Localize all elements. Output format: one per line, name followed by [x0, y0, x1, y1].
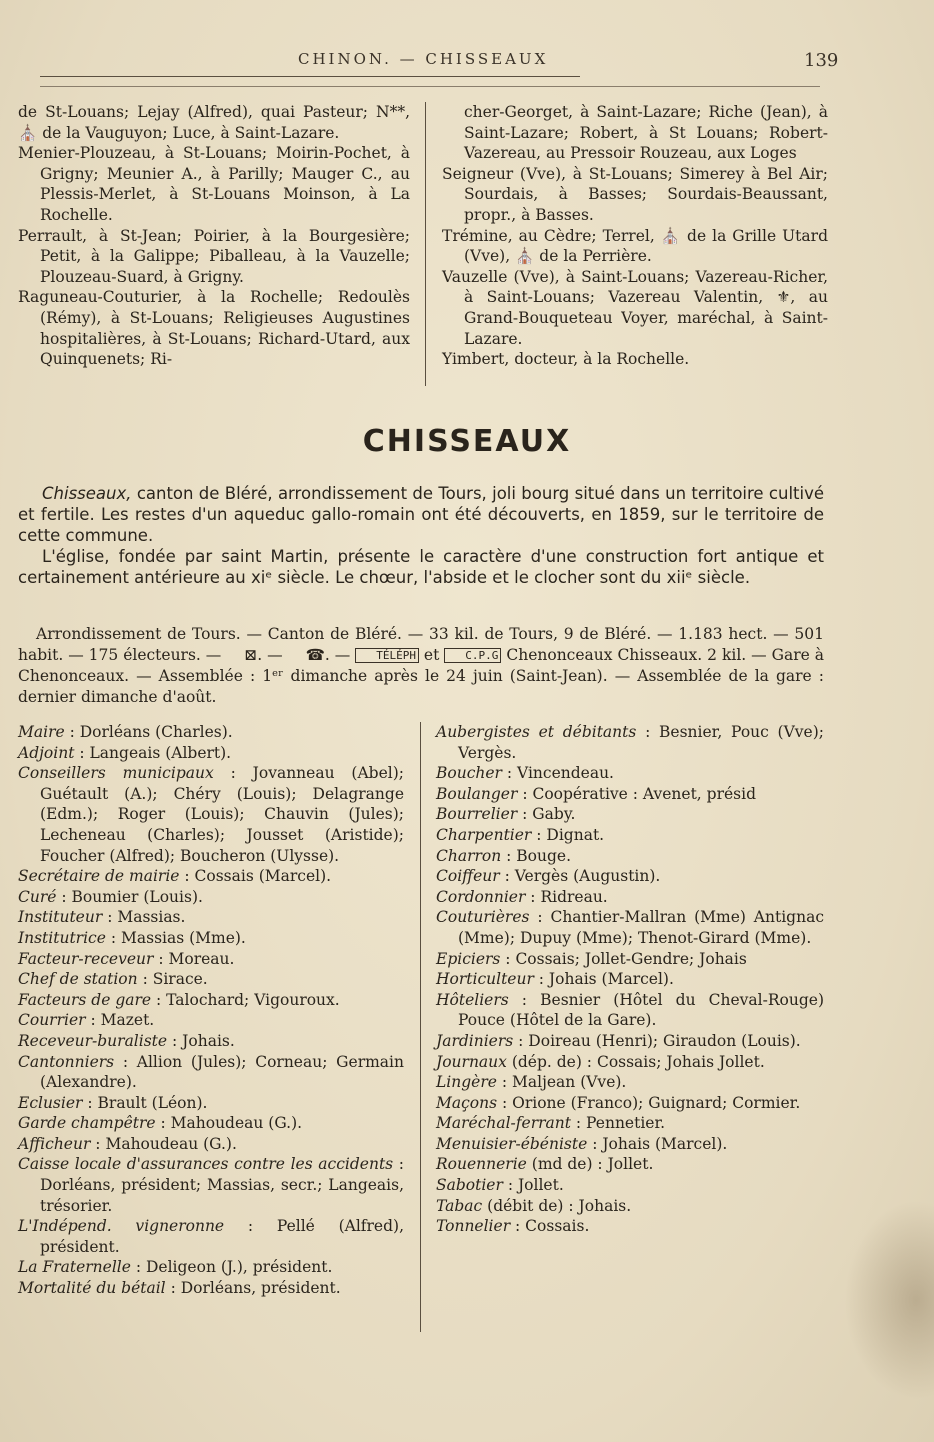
entry-label: Charron — [436, 846, 502, 865]
intro-paragraphs — [18, 483, 824, 588]
entry-label: Boulanger — [436, 784, 518, 803]
entry-label: Menuisier-ébéniste — [436, 1134, 588, 1153]
entry-text: : Dignat. — [531, 825, 605, 844]
list-item — [18, 743, 404, 764]
header-rule-short — [40, 86, 820, 87]
list-item: Menier-Plouzeau, à St-Louans; Moirin-Pochet, à Grigny; Meunier A., à Parilly; Mauger C., au Plessis-Merlet, à St-Louans Moinson, à La Rochelle. — [18, 144, 410, 224]
entry-label: Facteurs de gare — [18, 990, 152, 1009]
entry-text: : Sirace. — [137, 970, 208, 989]
entry-text: : Boumier (Louis). — [56, 887, 203, 906]
page-header — [0, 50, 934, 74]
entry-label: Secrétaire de mairie — [18, 867, 180, 886]
entry-text: : Moreau. — [153, 949, 235, 968]
list-item: Yimbert, docteur, à la Rochelle. — [442, 350, 690, 369]
entry-text: : Mahoudeau (G.). — [155, 1114, 303, 1133]
list-item — [18, 1093, 404, 1114]
list-item: cher-Georget, à Saint-Lazare; Riche (Jean), à Saint-Lazare; Robert, à St Louans; Robert-Vazereau, au Pressoir Rouzeau, aux Loges — [464, 103, 828, 163]
entry-text: : Bouge. — [501, 846, 572, 865]
list-item — [436, 1052, 824, 1073]
entry-text: : Cossais. — [510, 1217, 590, 1236]
entry-label: Eclusier — [18, 1093, 83, 1112]
entry-text: : Vergès (Augustin). — [499, 867, 661, 886]
column-divider — [420, 722, 421, 1332]
entry-label: Instituteur — [18, 908, 103, 927]
entry-label: Jardiniers — [436, 1031, 514, 1050]
entry-text: : Cossais; Jollet-Gendre; Johais — [500, 949, 747, 968]
list-item: Vauzelle (Vve), à Saint-Louans; Vazereau-Richer, à Saint-Louans; Vazereau Valentin, ⚜, au Grand-Bouqueteau Voyer, maréchal, à Saint-Lazare. — [442, 267, 828, 348]
entry-label: Adjoint — [18, 743, 75, 762]
list-item — [18, 1216, 404, 1257]
entry-label: Coiffeur — [436, 867, 500, 886]
header-rule — [40, 76, 580, 77]
facts-paragraph — [18, 624, 824, 708]
list-item — [436, 1113, 824, 1134]
list-item — [18, 1052, 404, 1093]
list-item — [436, 1093, 824, 1114]
entry-text: : Besnier (Hôtel du Cheval-Rouge) Pouce (Hôtel de la Gare). — [458, 990, 824, 1030]
intro-text: canton de Bléré, arrondissement de Tours, joli bourg situé dans un territoire cultivé et fertile. Les restes d'un aqueduc gallo-romain ont été découverts, en 1859, sur le territoire de cette commune. — [18, 484, 824, 545]
facts-text-1: Arrondissement de Tours. — Canton de Bléré. — 33 kil. de Tours, 9 de Bléré. — 1.183 hect. — 501 habit. — 175 électeurs. — — [18, 625, 824, 664]
entry-label: Maçons — [436, 1093, 498, 1112]
list-item: Perrault, à St-Jean; Poirier, à la Bourgesière; Petit, à la Galippe; Piballeau, à la Vauzelle; Plouzeau-Suard, à Grigny. — [18, 226, 410, 286]
entry-text: : Pennetier. — [570, 1114, 666, 1133]
list-item — [18, 1278, 404, 1299]
list-item — [18, 763, 404, 866]
entry-text: : Johais (Marcel). — [587, 1134, 728, 1153]
list-item: de St-Louans; Lejay (Alfred), quai Pasteur; N**, ⛪ de la Vauguyon; Luce, à Saint-Lazare. — [18, 103, 410, 142]
entry-text: : Massias (Mme). — [105, 928, 246, 947]
entry-label: Maréchal-ferrant — [436, 1114, 571, 1133]
entry-label: Sabotier — [436, 1176, 503, 1195]
list-item — [436, 949, 824, 970]
entry-label: Lingère — [436, 1073, 497, 1092]
entry-text: : Dorléans, président; Massias, secr.; Langeais, trésorier. — [40, 1155, 404, 1215]
list-item — [18, 969, 404, 990]
entry-label: Maire — [18, 723, 65, 741]
list-item — [436, 1196, 824, 1217]
list-item — [436, 763, 824, 784]
list-item — [436, 1154, 824, 1175]
list-item — [18, 1154, 404, 1216]
entry-label: Caisse locale d'assurances contre les accidents — [18, 1155, 394, 1174]
entry-label: Boucher — [436, 764, 502, 783]
entry-label: Horticulteur — [436, 970, 534, 989]
entry-text: (débit de) : Johais. — [482, 1196, 632, 1215]
entry-text: : Deligeon (J.), président. — [130, 1258, 333, 1277]
entry-label: Tonnelier — [436, 1217, 511, 1236]
list-item — [18, 866, 404, 887]
list-item — [18, 990, 404, 1011]
place-name: Chisseaux, — [42, 484, 132, 503]
entry-text: : Gaby. — [517, 805, 576, 824]
list-item — [436, 784, 824, 805]
entry-text: : Johais. — [167, 1031, 235, 1050]
entry-text: : Langeais (Albert). — [74, 743, 232, 762]
mail-icon: ⊠ — [244, 646, 258, 664]
list-item — [436, 1134, 824, 1155]
entry-label: Journaux — [436, 1052, 507, 1071]
separator: . — — [324, 646, 356, 664]
entry-label: Facteur-receveur — [18, 949, 154, 968]
entry-text: : Pellé (Alfred), président. — [40, 1217, 404, 1256]
list-item — [18, 722, 404, 743]
facts-text-2: Chenonceaux Chisseaux. 2 kil. — Gare à Chenonceaux. — Assemblée : 1ᵉʳ dimanche après le 24 juin (Saint-Jean). — Assemblée de la gare : dernier dimanche d'août. — [18, 646, 825, 706]
entry-label: Charpentier — [436, 825, 532, 844]
entry-label: Cantonniers — [18, 1052, 115, 1071]
right-directory-column — [436, 722, 824, 1237]
left-directory-column — [18, 722, 404, 1299]
entry-label: Couturières — [436, 908, 530, 927]
page-number: 139 — [804, 50, 839, 71]
intro-paragraph-1 — [18, 483, 824, 546]
separator: . — — [257, 646, 288, 664]
list-item — [18, 1134, 404, 1155]
running-title: CHINON. — CHISSEAUX — [298, 50, 549, 68]
list-item — [18, 1010, 404, 1031]
intro-paragraph-2: L'église, fondée par saint Martin, présente le caractère d'une construction fort antique et certainement antérieure au xiᵉ siècle. Le chœur, l'abside et le clocher sont du xiiᵉ siècle. — [18, 547, 824, 587]
entry-text: : Orione (Franco); Guignard; Cormier. — [497, 1093, 801, 1112]
entry-text: : Dorléans, président. — [165, 1279, 341, 1298]
list-item — [18, 887, 404, 908]
facts-text — [18, 624, 824, 708]
entry-text: : Coopérative : Avenet, présid — [517, 784, 756, 803]
entry-label: Aubergistes et débitants — [436, 723, 637, 741]
entry-label: Afficheur — [18, 1134, 91, 1153]
entry-label: Chef de station — [18, 970, 138, 989]
entry-text: : Doireau (Henri); Giraudon (Louis). — [513, 1031, 801, 1050]
page-stain — [844, 1200, 934, 1400]
entry-label: Tabac — [436, 1196, 483, 1215]
list-item — [436, 1072, 824, 1093]
list-item — [436, 846, 824, 867]
entry-text: : Talochard; Vigouroux. — [151, 990, 340, 1009]
entry-text: : Jovanneau (Abel); Guétault (A.); Chéry (Louis); Delagrange (Edm.); Roger (Louis); Chauvin (Jules); Lecheneau (Charles); Jousset (Aristide); Foucher (Alfred); Boucheron (Ulysse). — [40, 764, 404, 865]
entry-label: Cordonnier — [436, 887, 526, 906]
list-item — [436, 1216, 824, 1237]
list-item — [436, 907, 824, 948]
entry-text: : Ridreau. — [525, 887, 608, 906]
top-left-column — [18, 102, 410, 370]
telegraph-icon: ☎ — [305, 646, 325, 664]
entry-label: Bourrelier — [436, 805, 518, 824]
list-item — [436, 1031, 824, 1052]
entry-text: : Besnier, Pouc (Vve); Vergès. — [458, 723, 824, 762]
entry-text: : Allion (Jules); Corneau; Germain (Alexandre). — [40, 1052, 404, 1092]
entry-text: : Dorléans (Charles). — [64, 723, 233, 741]
entry-text: : Mahoudeau (G.). — [90, 1134, 237, 1153]
entry-label: L'Indépend. vigneronne — [18, 1217, 225, 1236]
top-right-column — [442, 102, 828, 370]
list-item — [436, 722, 824, 763]
telephone-icon: TÉLÉPH — [355, 648, 419, 663]
list-item: Seigneur (Vve), à St-Louans; Simerey à Bel Air; Sourdais, à Basses; Sourdais-Beaussant, propr., à Basses. — [442, 164, 828, 224]
entry-label: Curé — [18, 887, 57, 906]
list-item — [436, 969, 824, 990]
list-item: Raguneau-Couturier, à la Rochelle; Redoulès (Rémy), à St-Louans; Religieuses Augustines hospitalières, à St-Louans; Richard-Utard, aux Quinquenets; Ri- — [18, 288, 410, 369]
list-item — [18, 928, 404, 949]
entry-text: : Brault (Léon). — [82, 1093, 208, 1112]
section-title: CHISSEAUX — [362, 424, 572, 459]
list-item — [18, 1257, 404, 1278]
entry-label: Receveur-buraliste — [18, 1031, 168, 1050]
list-item — [436, 825, 824, 846]
entry-text: (dép. de) : Cossais; Johais Jollet. — [506, 1052, 765, 1071]
entry-text: : Vincendeau. — [501, 764, 614, 783]
entry-text: : Mazet. — [85, 1011, 155, 1030]
entry-label: Hôteliers — [436, 990, 509, 1009]
list-item — [18, 1113, 404, 1134]
entry-text: : Maljean (Vve). — [496, 1073, 627, 1092]
list-item — [436, 804, 824, 825]
list-item — [436, 866, 824, 887]
entry-label: Institutrice — [18, 928, 106, 947]
list-item — [18, 907, 404, 928]
list-item — [18, 1031, 404, 1052]
entry-label: La Fraternelle — [18, 1258, 131, 1277]
entry-text: (md de) : Jollet. — [526, 1155, 654, 1174]
list-item — [436, 990, 824, 1031]
entry-label: Mortalité du bétail — [18, 1279, 166, 1298]
entry-text: : Jollet. — [502, 1176, 564, 1195]
entry-text: : Massias. — [102, 908, 186, 927]
column-divider — [425, 102, 426, 386]
entry-label: Garde champêtre — [18, 1114, 156, 1133]
entry-label: Rouennerie — [436, 1155, 527, 1174]
list-item — [436, 1175, 824, 1196]
list-item — [436, 887, 824, 908]
list-item: Trémine, au Cèdre; Terrel, ⛪ de la Grille Utard (Vve), ⛪ de la Perrière. — [442, 226, 828, 266]
entry-text: : Chantier-Mallran (Mme) Antignac (Mme); Dupuy (Mme); Thenot-Girard (Mme). — [458, 908, 824, 947]
cpg-icon: C.P.G — [444, 648, 501, 663]
entry-label: Epiciers — [436, 949, 501, 968]
entry-label: Conseillers municipaux — [18, 764, 214, 783]
entry-label: Courrier — [18, 1011, 86, 1030]
conjunction: et — [418, 646, 445, 664]
list-item — [18, 949, 404, 970]
entry-text: : Johais (Marcel). — [533, 970, 674, 989]
entry-text: : Cossais (Marcel). — [179, 867, 332, 886]
